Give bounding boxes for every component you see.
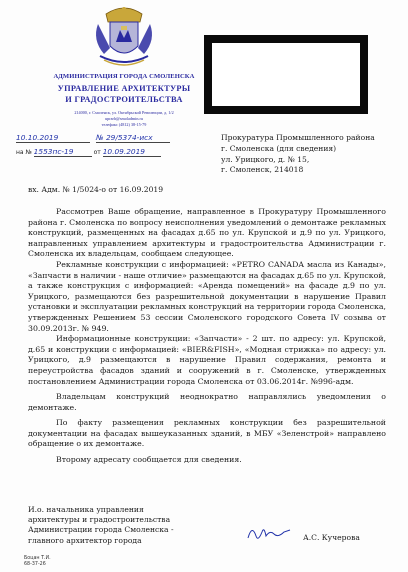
body-paragraph: По факту размещения рекламных конструкции без разрешительной документации на фасадах вышеуказанных зданий, в МБУ «Зеленстрой» направлено обращение о их демонтаже. [28, 418, 386, 449]
letterhead-dept-line1: УПРАВЛЕНИЕ АРХИТЕКТУРЫ [57, 84, 191, 93]
incoming-prefix: на № [16, 149, 32, 156]
addressee-line: Прокуратура Промышленного района [221, 133, 375, 142]
redaction-box [204, 35, 368, 114]
executor-phone: 68-37-26 [24, 562, 46, 567]
letterhead-email: uprarh@smoladmin.ru [105, 116, 143, 121]
letterhead-dept-line2: И ГРАДОСТРОИТЕЛЬСТВА [65, 95, 183, 104]
addressee-block [221, 133, 375, 176]
body-paragraph: Рекламные конструкции с информацией: «PETRO CANADA масла из Канады», «Запчасти в наличии - наше отличие» размещаются на фасадах д.65 по ул. Крупской, а также конструкция с информацией: «Аренда помещений» на фасаде д.9 по ул. Урицкого, размещаются без разрешительной документации в нарушение Правил установки и эксплуатации рекламных конструкций на территории города Смоленска, утвержденных Решением 53 сессии Смоленского городского Совета IV созыва от 30.09.2013г. № 949. [28, 259, 387, 333]
incoming-reference: вх. Адм. № 1/5024-о от 16.09.2019 [28, 185, 164, 194]
signer-name: А.С. Кучерова [303, 533, 360, 542]
incoming-registration [16, 147, 161, 157]
incoming-number: 1553пс-19 [34, 147, 92, 157]
body-paragraph: Информационные конструкции: «Запчасти» - 2 шт. по адресу: ул. Крупской, д.65 и конструкции с информацией: «BIER&FISH», «Модная стрижка» по адресу: ул. Урицкого, д.9 размещаются в нарушение Правил содержания, ремонта и переустройства фасадов зданий и сооружений в г. Смоленске, утвержденных постановлением Администрации города Смоленска от 03.06.2014г. №996-адм. [28, 334, 386, 386]
letterhead-admin: АДМИНИСТРАЦИЯ ГОРОДА СМОЛЕНСКА [53, 73, 195, 80]
signer-title [28, 505, 174, 546]
signer-title-line: И.о. начальника управления [28, 505, 144, 514]
coat-of-arms-icon [84, 2, 164, 70]
incoming-date: 10.09.2019 [103, 147, 161, 157]
executor-info [24, 556, 51, 568]
redaction-box-inner [212, 43, 360, 106]
outgoing-date: 10.10.2019 [16, 133, 90, 143]
incoming-from-label: от [93, 149, 101, 156]
addressee-line: г. Смоленск, 214018 [221, 165, 304, 175]
signer-title-line: главного архитектор города [28, 535, 142, 545]
body-paragraph: Второму адресату сообщается для сведения. [56, 455, 242, 465]
outgoing-registration [16, 133, 170, 143]
letterhead-phone: телефакс (4812) 38-15-79 [101, 122, 147, 127]
body-paragraph: Рассмотрев Ваше обращение, направленное в Прокуратуру Промышленного района г. Смоленска по вопросу неисполнения уведомлений о демонтаже рекламных конструкций, размещенных на фасадах д.65 по ул. Крупской и д.9 по ул. Урицкого, направленных управлением архитектуры и градостроительства Администрации г. Смоленска их владельцам, сообщаем следующее. [28, 207, 386, 259]
handwritten-signature [244, 520, 294, 544]
letterhead-address-line: 214000, г. Смоленск, ул. Октябрьской Революции, д. 1/2 [74, 110, 174, 115]
outgoing-number: № 29/5374-исх [96, 133, 170, 143]
signer-title-line: архитектуры и градостроительства [28, 515, 171, 525]
letter-body [28, 207, 386, 466]
executor-name: Боцан Т.И. [24, 556, 51, 561]
body-paragraph: Владельцам конструкций неоднократно направлялись уведомления о демонтаже. [28, 392, 386, 412]
addressee-line: ул. Урицкого, д. № 15, [221, 154, 310, 164]
signer-title-line: Администрации города Смоленска - [28, 525, 174, 535]
addressee-line: г. Смоленска (для сведения) [221, 143, 337, 153]
letterhead-address [34, 110, 214, 128]
